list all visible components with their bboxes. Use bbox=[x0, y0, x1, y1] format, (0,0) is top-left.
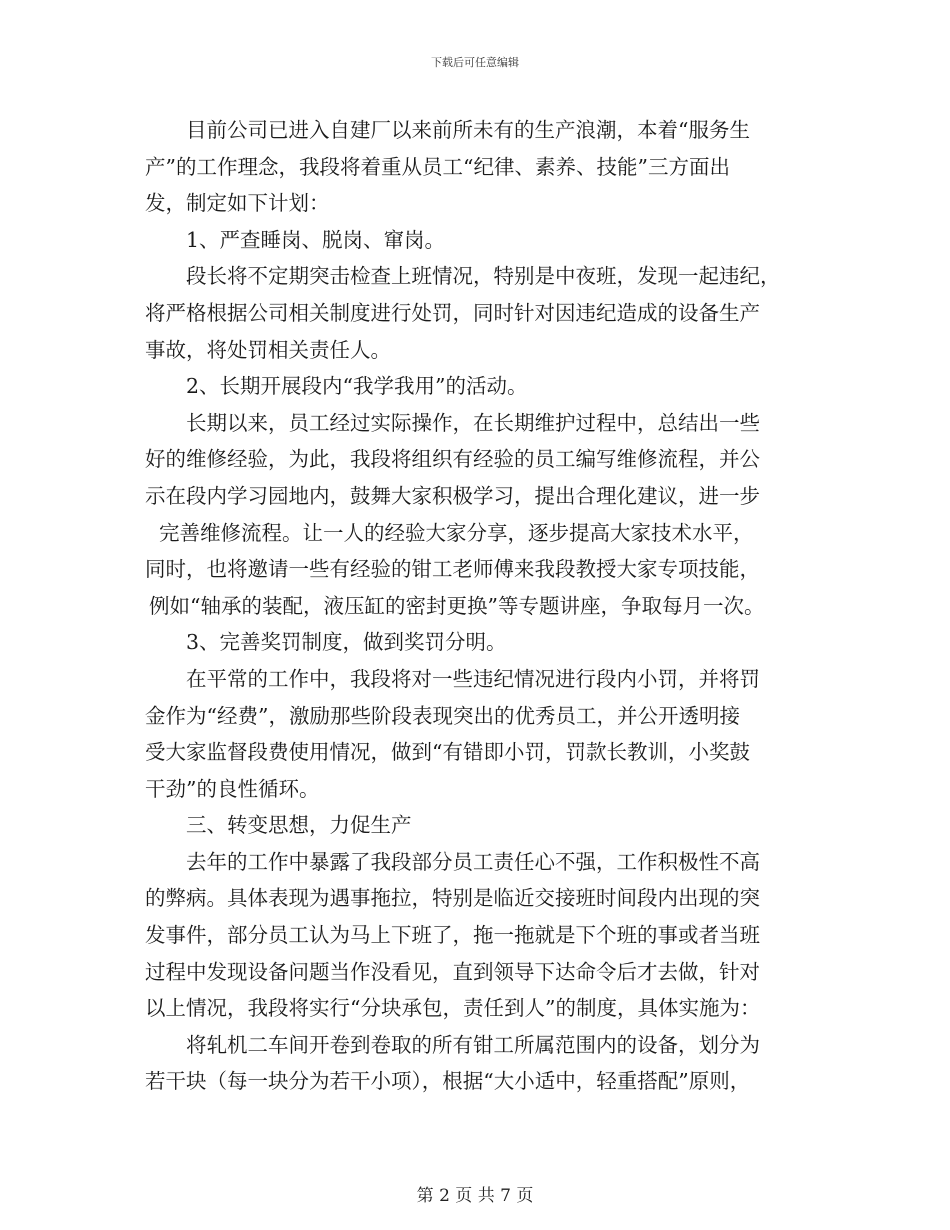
text-line: 产”的工作理念，我段将着重从员工“纪律、素养、技能”三方面出 bbox=[145, 154, 730, 179]
text-line: 的弊病。具体表现为遇事拖拉，特别是临近交接班时间段内出现的突 bbox=[145, 886, 760, 911]
text-line: 发事件，部分员工认为马上下班了，拖一拖就是下个班的事或者当班 bbox=[145, 923, 760, 948]
page-footer: 第 2 页 共 7 页 bbox=[416, 1186, 534, 1206]
text-line: 发，制定如下计划： bbox=[145, 191, 330, 216]
text-line: 事故，将处罚相关责任人。 bbox=[145, 337, 391, 362]
text-line: 好的维修经验，为此，我段将组织有经验的员工编写维修流程，并公 bbox=[145, 447, 760, 472]
text-line: 长期以来，员工经过实际操作，在长期维护过程中，总结出一些 bbox=[186, 410, 760, 435]
text-line: 过程中发现设备问题当作没看见，直到领导下达命令后才去做，针对 bbox=[145, 959, 760, 984]
text-line: 2、长期开展段内“我学我用”的活动。 bbox=[186, 374, 528, 399]
text-line: 在平常的工作中，我段将对一些违纪情况进行段内小罚，并将罚 bbox=[186, 666, 760, 691]
document-body bbox=[145, 112, 805, 1100]
text-line: 3、完善奖罚制度，做到奖罚分明。 bbox=[186, 630, 507, 655]
text-line: 示在段内学习园地内，鼓舞大家积极学习，提出合理化建议，进一步 bbox=[145, 483, 760, 508]
text-line: 同时，也将邀请一些有经验的钳工老师傅来我段教授大家专项技能， bbox=[145, 557, 760, 582]
text-line: 将轧机二车间开卷到卷取的所有钳工所属范围内的设备，划分为 bbox=[186, 1032, 760, 1057]
text-line: 1、严查睡岗、脱岗、窜岗。 bbox=[186, 227, 446, 252]
text-line: 目前公司已进入自建厂以来前所未有的生产浪潮，本着“服务生 bbox=[186, 118, 750, 142]
text-line: 完善维修流程。让一人的经验大家分享，逐步提高大家技术水平， bbox=[159, 520, 754, 545]
text-line: 受大家监督段费使用情况，做到“有错即小罚，罚款长教训，小奖鼓 bbox=[145, 740, 750, 765]
text-line: 干劲”的良性循环。 bbox=[145, 776, 320, 801]
page-header: 下载后可任意编辑 bbox=[431, 56, 519, 69]
text-line: 去年的工作中暴露了我段部分员工责任心不强，工作积极性不高 bbox=[186, 849, 760, 874]
text-line: 将严格根据公司相关制度进行处罚，同时针对因违纪造成的设备生产 bbox=[145, 300, 760, 325]
text-line: 三、转变思想，力促生产 bbox=[186, 813, 412, 838]
text-line: 以上情况，我段将实行“分块承包，责任到人”的制度，具体实施为： bbox=[145, 996, 761, 1021]
text-line: 若干块（每一块分为若干小项），根据“大小适中，轻重搭配”原则， bbox=[145, 1069, 751, 1094]
text-line: 例如“轴承的装配，液压缸的密封更换”等专题讲座，争取每月一次。 bbox=[149, 593, 765, 618]
text-line: 金作为“经费”，激励那些阶段表现突出的优秀员工，并公开透明接 bbox=[145, 703, 740, 728]
text-line: 段长将不定期突击检查上班情况，特别是中夜班，发现一起违纪， bbox=[186, 264, 781, 289]
